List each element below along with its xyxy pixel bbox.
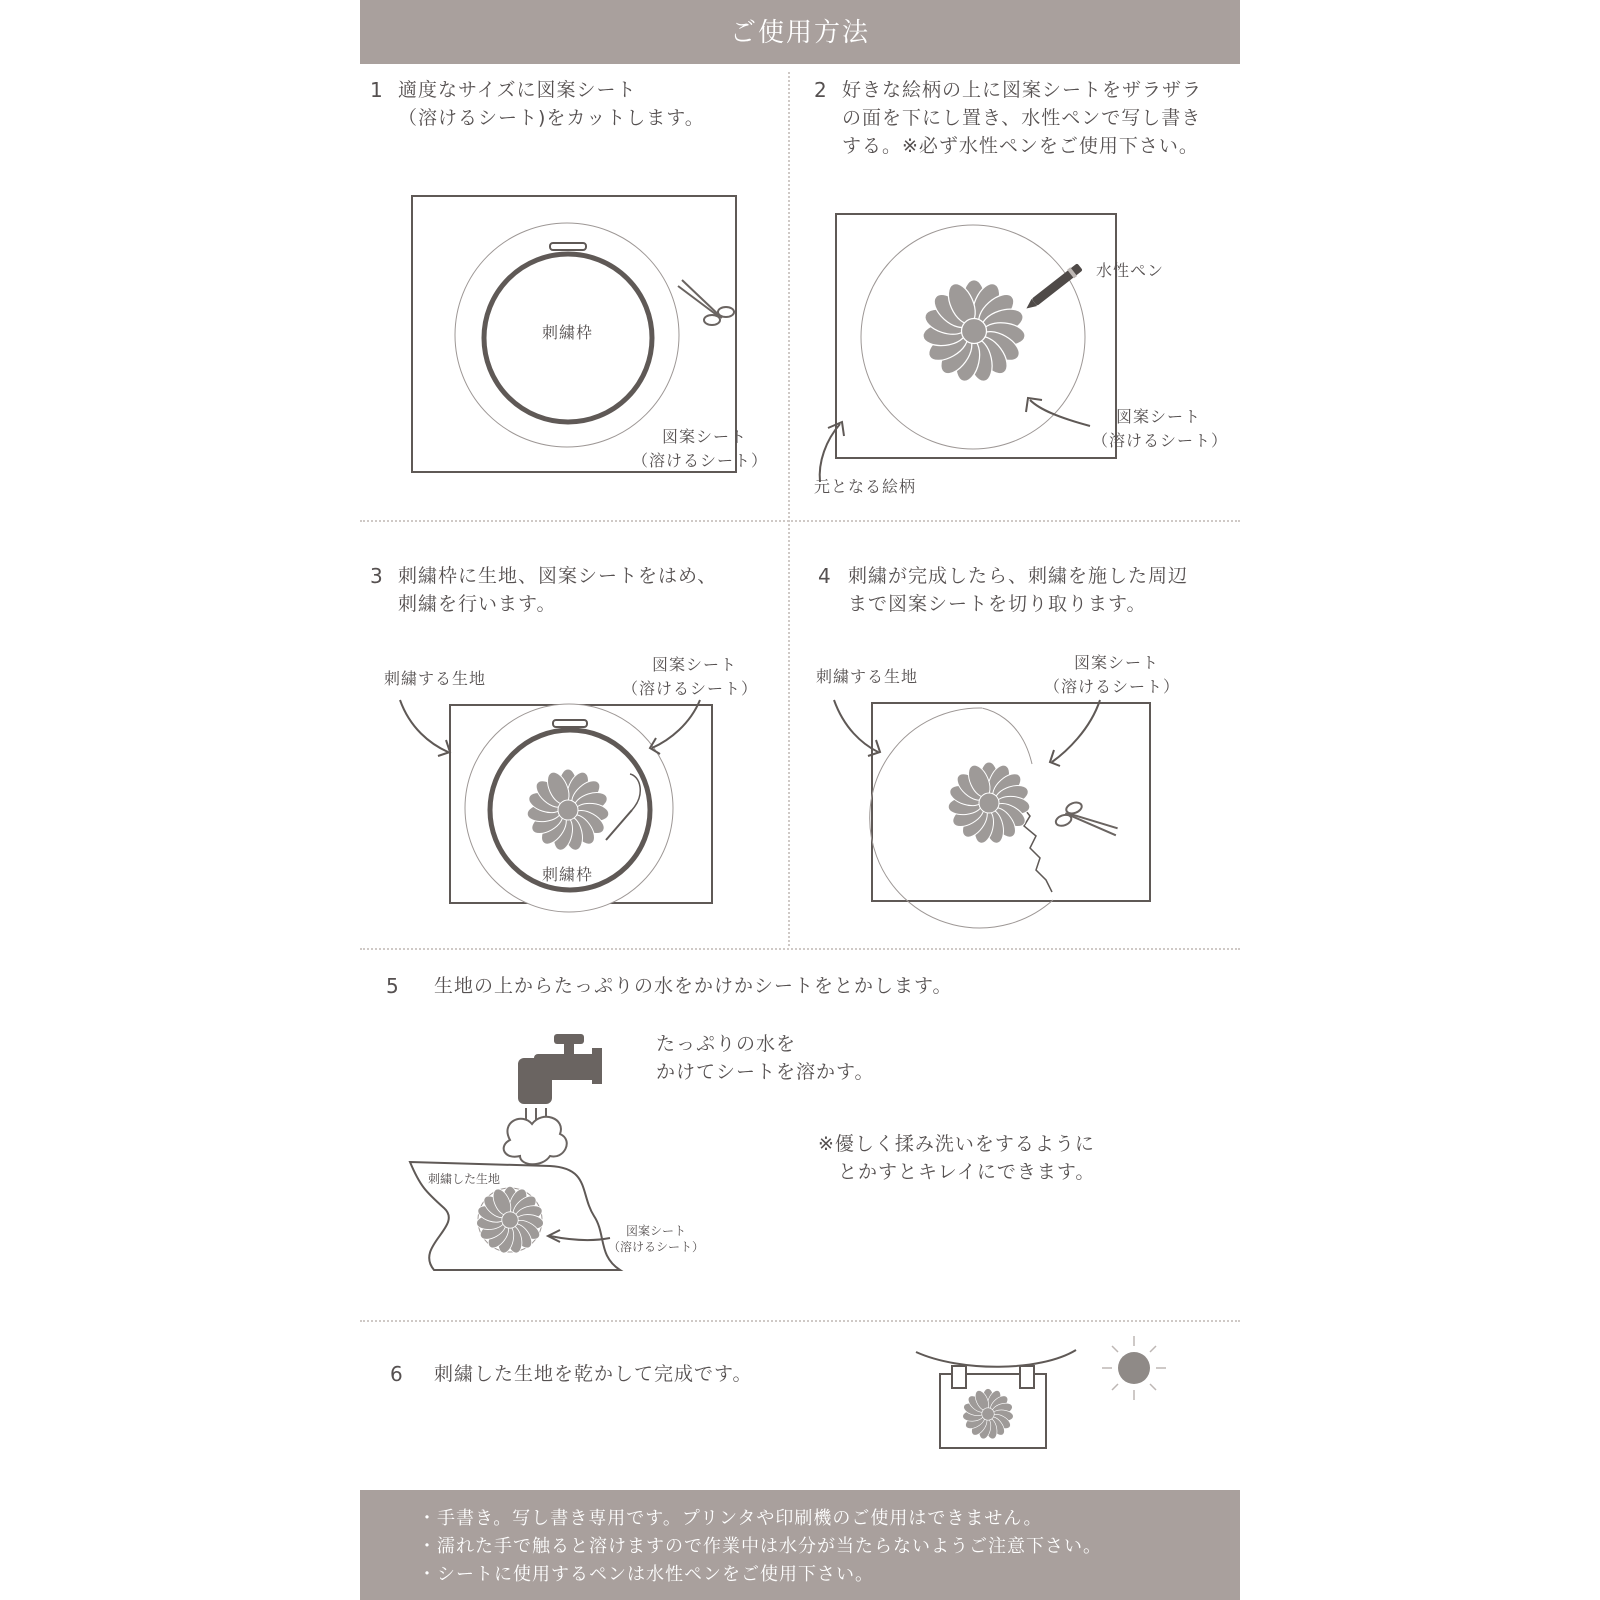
sheet-sub-label: （溶けるシート） <box>632 451 769 470</box>
page-title: ご使用方法 <box>360 0 1240 64</box>
sheet-label-2: 図案シート <box>1116 407 1202 426</box>
sheet-label-5: 図案シート <box>626 1224 687 1238</box>
illustrations <box>360 0 1240 1490</box>
step-3-number: 3 <box>370 564 383 588</box>
note-text-line2: とかすとキレイにできます。 <box>838 1161 1096 1183</box>
sheet-label-3: 図案シート <box>652 655 738 674</box>
step-4-figure <box>834 700 1150 928</box>
step-2-text-line3: する。※必ず水性ペンをご使用下さい。 <box>842 135 1199 157</box>
step-2-text-line1: 好きな絵柄の上に図案シートをザラザラ <box>842 79 1203 101</box>
step-5-number: 5 <box>386 974 399 998</box>
original-label: 元となる絵柄 <box>814 477 917 496</box>
step-6-text: 刺繍した生地を乾かして完成です。 <box>434 1363 753 1385</box>
embroidered-fabric-label: 刺繍した生地 <box>428 1172 501 1186</box>
step-3-text-line2: 刺繍を行います。 <box>398 593 557 615</box>
sheet-sub-label-3: （溶けるシート） <box>622 679 759 698</box>
note-text-line1: ※優しく揉み洗いをするように <box>818 1133 1095 1155</box>
water-text-line2: かけてシートを溶かす。 <box>656 1061 875 1083</box>
step-1-text-line2: （溶けるシート)をカットします。 <box>398 107 705 129</box>
pen-label: 水性ペン <box>1096 261 1165 280</box>
instruction-sheet <box>360 0 1240 1600</box>
step-4-number: 4 <box>818 564 831 588</box>
hoop-label: 刺繍枠 <box>542 323 594 342</box>
water-text-line1: たっぷりの水を <box>656 1033 797 1055</box>
step-4-text-line1: 刺繍が完成したら、刺繍を施した周辺 <box>848 565 1189 587</box>
pen-icon <box>1023 262 1083 313</box>
footer-note-1: ・手書き。写し書き専用です。プリンタや印刷機のご使用はできません。 <box>418 1508 1043 1529</box>
fabric-label: 刺繍する生地 <box>384 669 487 688</box>
step-1-number: 1 <box>370 78 383 102</box>
step-2-text-line2: の面を下にし置き、水性ペンで写し書き <box>842 107 1202 129</box>
footer-note-2: ・濡れた手で触ると溶けますので作業中は水分が当たらないようご注意下さい。 <box>418 1536 1102 1557</box>
step-4-text-line2: まで図案シートを切り取ります。 <box>848 593 1147 615</box>
step-2-number: 2 <box>814 78 827 102</box>
step-5-text: 生地の上からたっぷりの水をかけかシートをとかします。 <box>434 975 953 997</box>
sheet-sub-label-2: （溶けるシート） <box>1092 431 1229 450</box>
faucet-icon <box>518 1034 602 1104</box>
step-2-figure <box>820 214 1116 482</box>
step-6-figure <box>916 1336 1166 1448</box>
footer-notes <box>360 1490 1240 1600</box>
sheet-label: 図案シート <box>662 427 748 446</box>
sheet-sub-label-5: （溶けるシート） <box>608 1240 705 1254</box>
step-6-number: 6 <box>390 1362 403 1386</box>
step-3-text-line1: 刺繍枠に生地、図案シートをはめ、 <box>398 565 718 587</box>
sun-icon <box>1102 1336 1166 1400</box>
fabric-label-2: 刺繍する生地 <box>816 667 919 686</box>
footer-note-3: ・シートに使用するペンは水性ペンをご使用下さい。 <box>418 1564 874 1585</box>
step-1-text-line1: 適度なサイズに図案シート <box>398 79 637 101</box>
step-5-figure <box>410 1034 620 1270</box>
sheet-label-4: 図案シート <box>1074 653 1160 672</box>
hoop-label-2: 刺繍枠 <box>542 865 594 884</box>
sheet-sub-label-4: （溶けるシート） <box>1044 677 1181 696</box>
